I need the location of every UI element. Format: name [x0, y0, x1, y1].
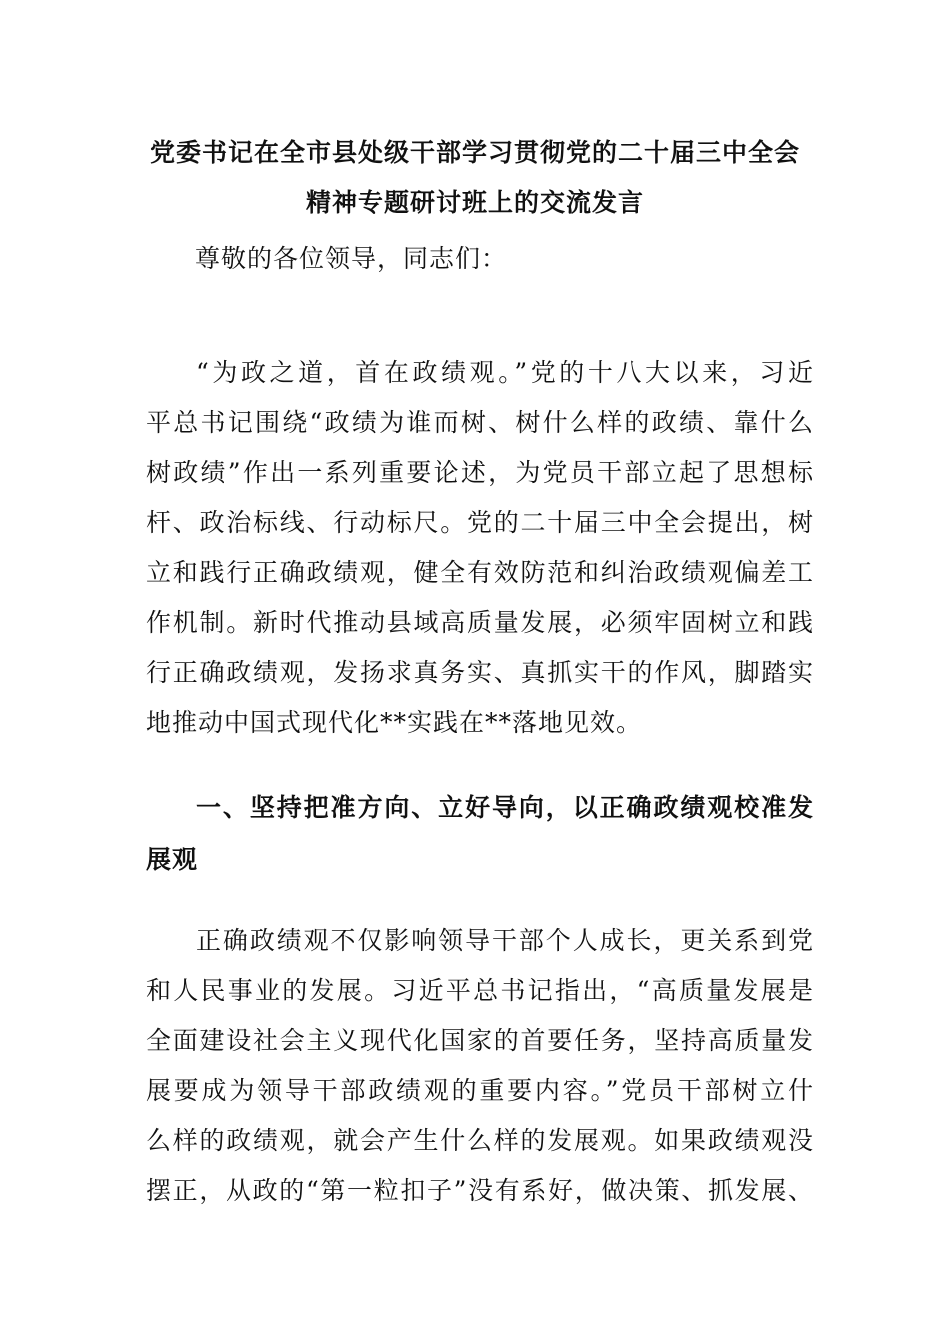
paragraph-line: 和人民事业的发展。习近平总书记指出，“高质量发展是 — [146, 976, 814, 1005]
paragraph-line: 摆正，从政的“第一粒扣子”没有系好，做决策、抓发展、 — [146, 1176, 814, 1205]
paragraph-line: 展要成为领导干部政绩观的重要内容。”党员干部树立什 — [146, 1076, 814, 1105]
paragraph-line: 杆、政治标线、行动标尺。党的二十届三中全会提出，树 — [146, 508, 814, 537]
paragraph-line: 行正确政绩观，发扬求真务实、真抓实干的作风，脚踏实 — [146, 658, 814, 687]
paragraph-section-1 — [146, 916, 814, 1216]
paragraph-line: 全面建设社会主义现代化国家的首要任务，坚持高质量发 — [146, 1026, 814, 1055]
paragraph-line: 树政绩”作出一系列重要论述，为党员干部立起了思想标 — [146, 458, 814, 487]
paragraph-line: 正确政绩观不仅影响领导干部个人成长，更关系到党 — [196, 926, 814, 955]
document-title-line-1: 党委书记在全市县处级干部学习贯彻党的二十届三中全会 — [149, 138, 800, 167]
paragraph-line: 立和践行正确政绩观，健全有效防范和纠治政绩观偏差工 — [146, 558, 814, 587]
paragraph-line: 么样的政绩观，就会产生什么样的发展观。如果政绩观没 — [146, 1126, 814, 1155]
document-title-line-2: 精神专题研讨班上的交流发言 — [305, 188, 644, 217]
section-heading-line: 展观 — [146, 845, 199, 874]
paragraph-line: 平总书记围绕“政绩为谁而树、树什么样的政绩、靠什么 — [146, 408, 814, 437]
paragraph-line: 地推动中国式现代化**实践在**落地见效。 — [146, 708, 643, 737]
paragraph-line: “为政之道，首在政绩观。”党的十八大以来，习近 — [196, 358, 814, 387]
section-heading-line: 一、坚持把准方向、立好导向，以正确政绩观校准发 — [196, 793, 814, 822]
paragraph-intro — [146, 348, 814, 748]
paragraph-line: 作机制。新时代推动县域高质量发展，必须牢固树立和践 — [146, 608, 814, 637]
salutation: 尊敬的各位领导，同志们： — [195, 244, 508, 273]
section-heading — [146, 782, 814, 886]
